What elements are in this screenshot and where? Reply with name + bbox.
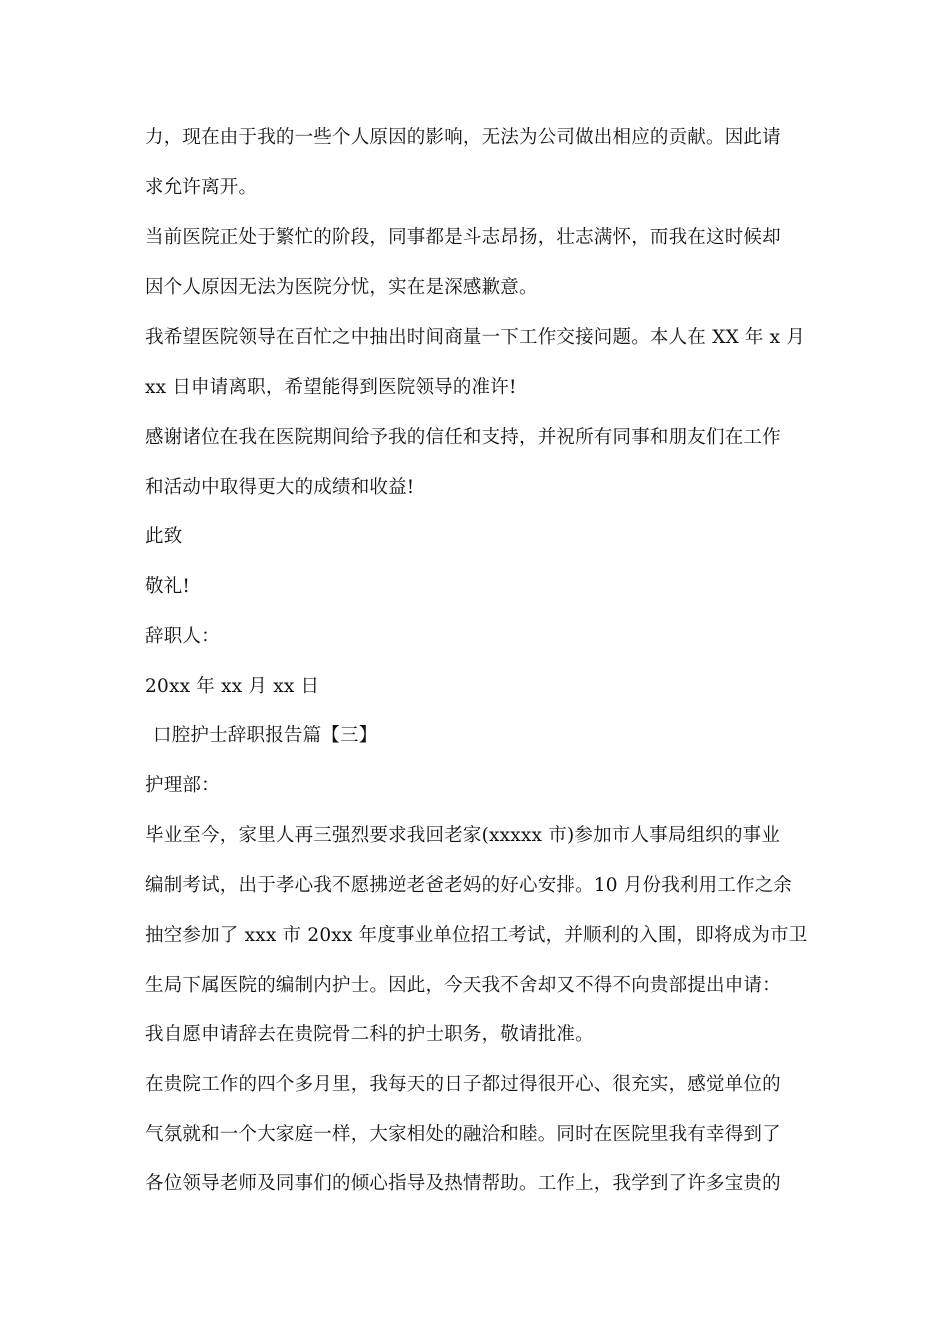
text-line: 编制考试，出于孝心我不愿拂逆老爸老妈的好心安排。10 月份我利用工作之余 [145, 875, 793, 896]
text-line: 力，现在由于我的一些个人原因的影响，无法为公司做出相应的贡献。因此请 [145, 127, 781, 148]
text-line: 气氛就和一个大家庭一样，大家相处的融洽和睦。同时在医院里我有幸得到了 [145, 1124, 781, 1145]
closing-regards: 敬礼! [145, 576, 191, 597]
addressee: 护理部： [145, 775, 220, 796]
text-line: 感谢诸位在我在医院期间给予我的信任和支持，并祝所有同事和朋友们在工作 [145, 427, 781, 448]
text-line: 在贵院工作的四个多月里，我每天的日子都过得很开心、很充实，感觉单位的 [145, 1074, 781, 1095]
section-heading: 口腔护士辞职报告篇【三】 [153, 725, 378, 746]
text-line: 当前医院正处于繁忙的阶段，同事都是斗志昂扬，壮志满怀，而我在这时候却 [145, 227, 781, 248]
signature-label: 辞职人： [145, 626, 220, 647]
text-line: 求允许离开。 [145, 177, 258, 198]
text-line: 生局下属医院的编制内护士。因此，今天我不舍却又不得不向贵部提出申请： [145, 975, 781, 996]
text-line: 抽空参加了 xxx 市 20xx 年度事业单位招工考试，并顺利的入围，即将成为市卫 [145, 925, 808, 946]
text-line: 和活动中取得更大的成绩和收益! [145, 477, 415, 498]
text-line: 毕业至今，家里人再三强烈要求我回老家(xxxxx 市)参加市人事局组织的事业 [145, 825, 781, 846]
text-line: 各位领导老师及同事们的倾心指导及热情帮助。工作上，我学到了许多宝贵的 [145, 1173, 781, 1194]
text-line: 我希望医院领导在百忙之中抽出时间商量一下工作交接问题。本人在 XX 年 x 月 [145, 327, 806, 348]
text-line: 因个人原因无法为医院分忧，实在是深感歉意。 [145, 277, 538, 298]
text-line: 我自愿申请辞去在贵院骨二科的护士职务，敬请批准。 [145, 1024, 594, 1045]
text-line: xx 日申请离职，希望能得到医院领导的准许! [145, 377, 517, 398]
closing-salutation: 此致 [145, 526, 183, 547]
date-line: 20xx 年 xx 月 xx 日 [145, 676, 320, 697]
